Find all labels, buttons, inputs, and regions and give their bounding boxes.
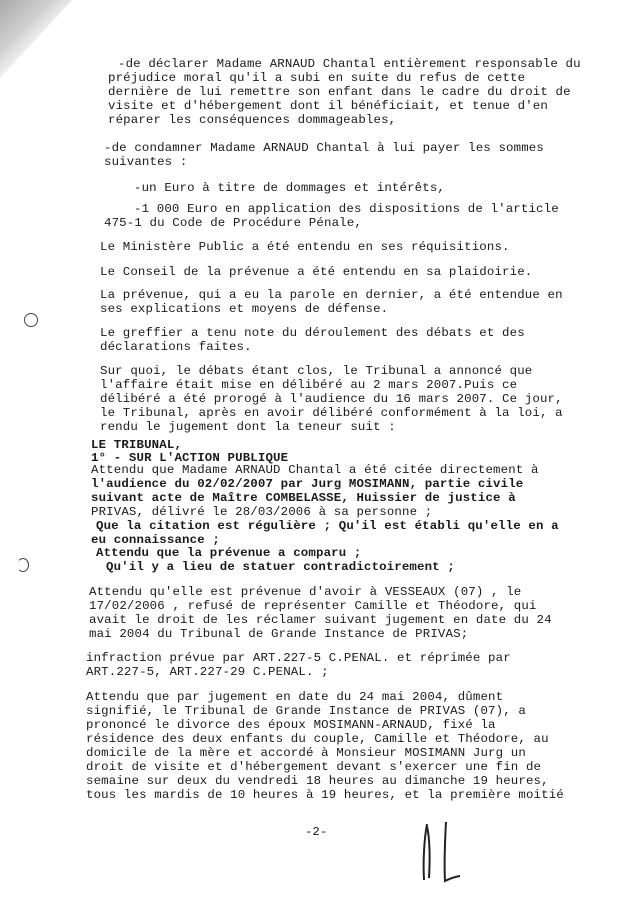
text-line: résidence des deux enfants du couple, Camille et Théodore, au bbox=[86, 732, 549, 746]
text-line: -un Euro à titre de dommages et intérêts, bbox=[134, 181, 446, 195]
text-line: semaine sur deux du vendredi 18 heures au dimanche 19 heures, bbox=[86, 774, 549, 788]
text-line: suivant acte de Maître COMBELASSE, Huissier de justice à bbox=[91, 491, 516, 505]
text-line: domicile de la mère et accordé à Monsieur MOSIMANN Jurg un bbox=[86, 746, 526, 760]
text-line: -1 000 Euro en application des dispositions de l'article bbox=[134, 202, 559, 216]
text-line: rendu le jugement dont la teneur suit : bbox=[100, 420, 396, 434]
text-line: Attendu que Madame ARNAUD Chantal a été citée directement à bbox=[91, 463, 539, 477]
text-line: Attendu que par jugement en date du 24 mai 2004, dûment bbox=[86, 690, 504, 704]
text-line: PRIVAS, délivré le 28/03/2006 à sa personne ; bbox=[91, 505, 433, 519]
text-line: eu connaissance ; bbox=[91, 533, 220, 547]
text-line: déclarations faites. bbox=[100, 340, 252, 354]
punch-hole-icon bbox=[17, 558, 29, 572]
text-line: droit de visite et d'hébergement devant s'exercer une fin de bbox=[86, 760, 542, 774]
text-line: Le Ministère Public a été entendu en ses réquisitions. bbox=[100, 240, 510, 254]
text-line: le Tribunal, après en avoir délibéré conformément à la loi, a bbox=[100, 406, 563, 420]
handwritten-initials-icon bbox=[418, 818, 464, 886]
page-number: -2- bbox=[305, 825, 328, 839]
scan-corner-shadow bbox=[0, 0, 72, 78]
text-line: La prévenue, qui a eu la parole en dernier, a été entendue en bbox=[100, 288, 563, 302]
text-line: ses explications et moyens de défense. bbox=[100, 302, 389, 316]
text-line: prononcé le divorce des époux MOSIMANN-ARNAUD, fixé la bbox=[86, 718, 496, 732]
punch-hole-icon bbox=[24, 313, 38, 327]
text-line: Sur quoi, le débats étant clos, le Tribunal a annoncé que bbox=[100, 364, 533, 378]
text-line: ART.227-5, ART.227-29 C.PENAL. ; bbox=[86, 665, 329, 679]
text-line: suivantes : bbox=[104, 155, 188, 169]
section-heading: LE TRIBUNAL, bbox=[91, 438, 183, 452]
text-line: Que la citation est régulière ; Qu'il est établi qu'elle en a bbox=[96, 519, 559, 533]
text-line: dernière de lui remettre son enfant dans le cadre du droit de bbox=[108, 85, 571, 99]
section-heading: 1° - SUR L'ACTION PUBLIQUE bbox=[91, 451, 289, 465]
text-line: 17/02/2006 , refusé de représenter Camille et Théodore, qui bbox=[89, 599, 537, 613]
text-line: réparer les conséquences dommageables, bbox=[108, 113, 397, 127]
text-line: visite et d'hébergement dont il bénéficiait, et tenue d'en bbox=[108, 99, 548, 113]
text-line: avait le droit de les réclamer suivant jugement en date du 24 bbox=[89, 613, 552, 627]
text-line: -de condamner Madame ARNAUD Chantal à lui payer les sommes bbox=[104, 141, 544, 155]
text-line: tous les mardis de 10 heures à 19 heures, et la première moitié bbox=[86, 788, 564, 802]
text-line: préjudice moral qu'il a subi en suite du refus de cette bbox=[108, 71, 526, 85]
text-line: délibéré a été prorogé à l'audience du 16 mars 2007. Ce jour, bbox=[100, 392, 563, 406]
text-line: infraction prévue par ART.227-5 C.PENAL. et réprimée par bbox=[86, 651, 511, 665]
text-line: l'audience du 02/02/2007 par Jurg MOSIMANN, partie civile bbox=[91, 477, 524, 491]
text-line: signifié, le Tribunal de Grande Instance de PRIVAS (07), a bbox=[86, 704, 526, 718]
text-line: Attendu que la prévenue a comparu ; bbox=[96, 546, 362, 560]
text-line: Qu'il y a lieu de statuer contradictoirement ; bbox=[106, 560, 455, 574]
text-line: 475-1 du Code de Procédure Pénale, bbox=[104, 216, 362, 230]
text-line: l'affaire était mise en délibéré au 2 mars 2007.Puis ce bbox=[100, 378, 518, 392]
text-line: Le Conseil de la prévenue a été entendu en sa plaidoirie. bbox=[100, 265, 533, 279]
text-line: Attendu qu'elle est prévenue d'avoir à VESSEAUX (07) , le bbox=[89, 585, 522, 599]
text-line: -de déclarer Madame ARNAUD Chantal entièrement responsable du bbox=[118, 57, 581, 71]
text-line: Le greffier a tenu note du déroulement des débats et des bbox=[100, 326, 525, 340]
text-line: mai 2004 du Tribunal de Grande Instance de PRIVAS; bbox=[89, 627, 469, 641]
